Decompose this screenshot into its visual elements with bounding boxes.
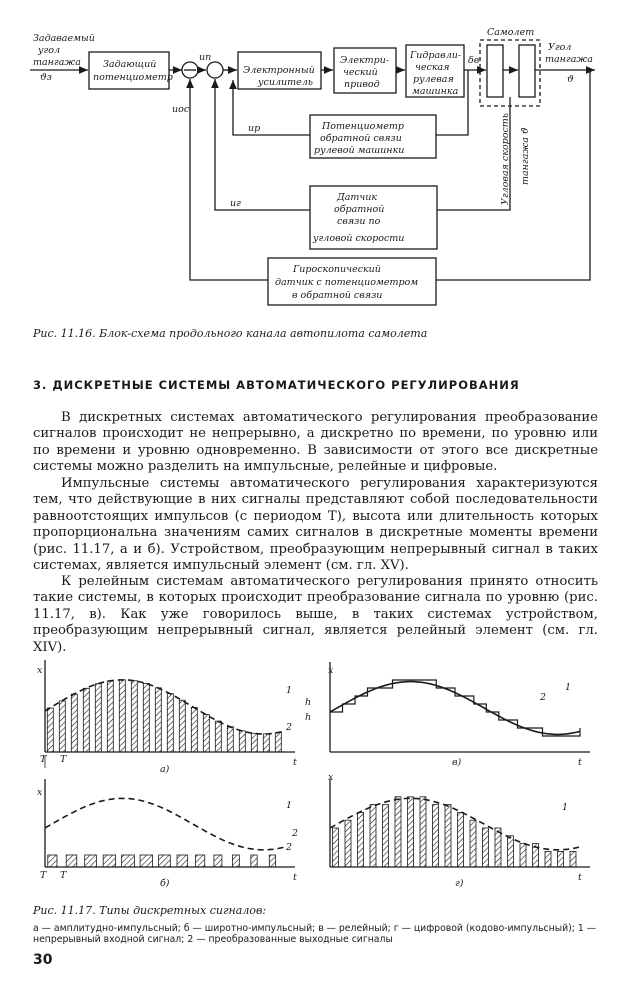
plane-label: Самолет: [487, 27, 535, 38]
svg-text:ческая: ческая: [415, 62, 450, 73]
fig2-legend: а — амплитудно-импульсный; б — широтно-импульсный; в — релейный; г — цифровой (кодово-импульсный); 1 — непрерывный входной сигнал; 2 — преобразованные выходные сигналы: [33, 923, 596, 945]
svg-text:1: 1: [286, 800, 293, 811]
pulse: [71, 694, 77, 752]
pulse: [558, 851, 564, 867]
svg-text:1: 1: [565, 682, 572, 693]
pulse: [159, 855, 171, 867]
page-number: 30: [33, 952, 53, 968]
panel-label-c: в): [452, 757, 462, 768]
svg-text:обратной связи: обратной связи: [320, 133, 402, 144]
pulse: [508, 836, 514, 867]
signal-ug: uг: [230, 198, 241, 209]
svg-text:в обратной связи: в обратной связи: [292, 290, 383, 301]
pulse: [545, 851, 551, 867]
pulse: [483, 828, 489, 867]
pulse: [232, 855, 239, 867]
fig2-caption: Рис. 11.17. Типы дискретных сигналов:: [33, 904, 267, 917]
pulse: [107, 681, 113, 752]
svg-text:Угол: Угол: [548, 42, 572, 53]
pulse: [179, 700, 185, 752]
pulse: [275, 733, 281, 752]
svg-text:ϑз: ϑз: [40, 72, 52, 83]
svg-text:тангажа: тангажа: [33, 57, 81, 68]
relay-signal: [330, 680, 580, 736]
axis-t-d: t: [578, 872, 582, 883]
pulse: [333, 828, 339, 867]
pulse: [263, 734, 269, 752]
pulse: [269, 855, 275, 867]
pulse: [383, 805, 389, 867]
svg-text:Задающий: Задающий: [103, 59, 157, 70]
svg-text:h: h: [305, 697, 312, 708]
pulse: [103, 855, 116, 867]
svg-text:2: 2: [286, 722, 293, 733]
pulse: [358, 812, 364, 867]
pulse: [119, 680, 125, 752]
svg-text:2: 2: [286, 842, 293, 853]
pulse: [143, 683, 149, 752]
pulse: [470, 820, 476, 867]
svg-text:тангажа ϑ̇: тангажа ϑ̇: [520, 127, 531, 185]
pulse: [66, 855, 77, 867]
pulse: [48, 855, 57, 867]
svg-text:привод: привод: [344, 79, 380, 90]
pulse: [227, 727, 233, 752]
svg-text:Гидравли-: Гидравли-: [410, 50, 462, 61]
svg-text:Гироскопический: Гироскопический: [293, 264, 381, 275]
pulse: [408, 797, 414, 867]
svg-text:потенциометр: потенциометр: [93, 72, 173, 83]
signal-ur: uр: [248, 123, 261, 134]
svg-text:датчик с потенциометром: датчик с потенциометром: [275, 277, 419, 288]
axis-t-a: t: [293, 757, 297, 768]
pulse: [167, 694, 173, 752]
pulse: [155, 688, 161, 752]
svg-text:угловой скорости: угловой скорости: [313, 233, 405, 244]
svg-text:угол: угол: [38, 45, 61, 56]
svg-text:рулевая: рулевая: [413, 74, 454, 85]
axis-t-b: t: [293, 872, 297, 883]
svg-text:ϑ: ϑ: [567, 74, 574, 85]
pulse: [495, 828, 501, 867]
continuous-signal: [330, 798, 580, 849]
svg-text:T: T: [40, 870, 47, 881]
svg-text:усилитель: усилитель: [258, 77, 313, 88]
svg-text:h: h: [305, 712, 312, 723]
section-heading: 3. ДИСКРЕТНЫЕ СИСТЕМЫ АВТОМАТИЧЕСКОГО РЕГУЛИРОВАНИЯ: [33, 378, 520, 392]
svg-text:связи по: связи по: [337, 216, 381, 227]
pulse: [458, 812, 464, 867]
pulse: [195, 855, 204, 867]
svg-text:тангажа: тангажа: [545, 54, 593, 65]
svg-text:Электронный: Электронный: [243, 65, 315, 76]
svg-text:1: 1: [286, 685, 293, 696]
panel-label-b: б): [160, 878, 170, 889]
pulse: [95, 684, 101, 752]
pulse: [83, 688, 89, 752]
pulse: [433, 805, 439, 867]
pulse: [177, 855, 188, 867]
svg-text:T: T: [60, 754, 67, 765]
continuous-signal: [45, 680, 285, 734]
svg-text:T: T: [40, 754, 47, 765]
axis-x-d: x: [328, 772, 334, 783]
pulse: [251, 855, 257, 867]
axis-t-c: t: [578, 757, 582, 768]
signal-delta: δв: [468, 55, 480, 66]
svg-text:Угловая скорость: Угловая скорость: [500, 113, 511, 205]
continuous-signal: [45, 798, 285, 849]
panel-a: [45, 660, 295, 768]
signal-uos: uос: [172, 104, 190, 115]
svg-text:Датчик: Датчик: [337, 192, 378, 203]
pulse: [570, 851, 576, 867]
fig1-caption: Рис. 11.16. Блок-схема продольного канала автопилота самолета: [33, 327, 428, 340]
pulse: [445, 805, 451, 867]
svg-text:обратной: обратной: [334, 204, 385, 215]
axis-x-c: x: [328, 665, 334, 676]
svg-text:2: 2: [292, 828, 299, 839]
svg-text:машинка: машинка: [412, 86, 459, 97]
pulse: [345, 820, 351, 867]
paragraph-3: К релейным системам автоматического регулирования принято относить такие системы, в которых происходит преобразование сигнала по уровню (рис. 11.17, в). Как уже говорилось выше, в таких системах устройством, преобразующим непрерывный сигнал, является релейный элемент (см. гл. XIV).: [33, 574, 598, 655]
panel-c: [330, 662, 590, 752]
pulse: [140, 855, 153, 867]
svg-text:2: 2: [540, 692, 547, 703]
axis-x-a: x: [37, 665, 43, 676]
panel-b: [45, 779, 295, 867]
panel-d: [330, 779, 590, 867]
svg-text:ческий: ческий: [343, 67, 378, 78]
svg-text:Электри-: Электри-: [340, 55, 390, 66]
pulse: [191, 707, 197, 752]
pulse: [520, 844, 526, 867]
axis-x-b: x: [37, 787, 43, 798]
pulse: [131, 681, 137, 752]
panel-label-d: г): [455, 878, 464, 889]
paragraph-2: Импульсные системы автоматического регулирования характеризуются тем, что действующие в них сигналы представляют собой последовательности равноотстоящих импульсов (с периодом T), высота или длительность которых пропорциональна значениям самих сигналов в дискретные моменты времени (рис. 11.17, а и б). Устройством, преобразующим непрерывный сигнал в таких системах, является импульсный элемент (см. гл. XV).: [33, 476, 598, 574]
pulse: [59, 701, 65, 752]
signal-up: uп: [199, 52, 212, 63]
pulse: [533, 844, 539, 867]
svg-text:Задаваемый: Задаваемый: [33, 33, 95, 44]
paragraph-1: В дискретных системах автоматического регулирования преобразование сигналов происходит не непрерывно, а дискретно по времени, по уровню или по времени и уровню одновременно. В зависимости от этого все дискретные системы можно разделить на импульсные, релейные и цифровые.: [33, 410, 598, 475]
pulse: [203, 715, 209, 752]
pulse: [122, 855, 135, 867]
pulse: [395, 797, 401, 867]
svg-text:1: 1: [562, 802, 569, 813]
svg-text:Потенциометр: Потенциометр: [322, 121, 404, 132]
panel-label-a: а): [160, 764, 170, 775]
pulse: [420, 797, 426, 867]
svg-text:рулевой машинки: рулевой машинки: [314, 145, 405, 156]
pulse: [85, 855, 97, 867]
pulse: [215, 721, 221, 752]
pulse: [47, 708, 53, 752]
pulse: [239, 731, 245, 752]
pulse: [370, 805, 376, 867]
pulse: [214, 855, 222, 867]
pulse: [251, 733, 257, 752]
svg-text:T: T: [60, 870, 67, 881]
